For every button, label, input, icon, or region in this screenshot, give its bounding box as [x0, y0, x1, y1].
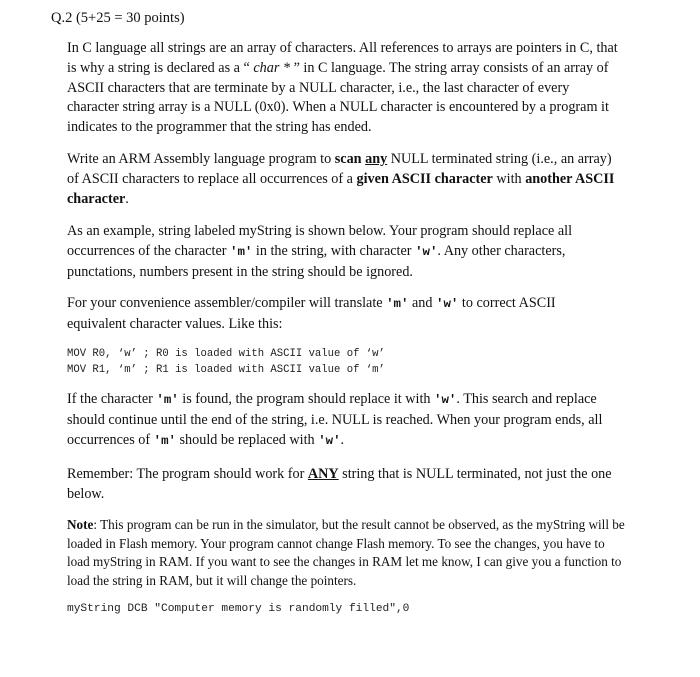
convenience-line-1-text-c: and [408, 295, 437, 311]
example-line-2-text-c: in the string, with character [252, 242, 416, 259]
char-m-code: 'm' [386, 297, 409, 311]
replace-line-1-text-c: is found, the program should replace it with [178, 391, 435, 407]
code-line-1: MOV R0, ‘w’ ; R0 is loaded with ASCII value of ‘w’ [67, 348, 385, 360]
task-line-2-text-c: with [492, 170, 526, 187]
intro-line-1: In C language all strings are an array of characters. All references to arrays are pointers in C, that [67, 40, 618, 56]
convenience-paragraph [67, 294, 647, 335]
intro-line-2 [67, 59, 647, 79]
code-line-2: MOV R1, ‘m’ ; R1 is loaded with ASCII value of ‘m’ [67, 364, 385, 376]
task-line-1-text-a: Write an ARM Assembly language program to [67, 151, 335, 167]
intro-line-3: ASCII characters that are terminate by a NULL character, i.e., the last character of every [67, 79, 570, 96]
note-line-1-text: : This program can be run in the simulator, but the result cannot be observed, as the myString will be [93, 517, 625, 532]
replace-line-3-period: . [340, 431, 345, 448]
task-line-3-period: . [125, 190, 129, 207]
intro-line-5: indicates to the programmer that the string has ended. [67, 119, 372, 136]
any-emphasis: ANY [307, 466, 339, 482]
replace-line-1-text-a: If the character [67, 391, 157, 407]
note-line-4: load the string in RAM, but it will change the pointers. [67, 572, 357, 588]
task-line-2 [67, 170, 647, 190]
intro-line-2-text-c: ” in C language. The string array consists of an array of [290, 59, 609, 76]
example-paragraph [67, 222, 647, 282]
task-line-1-text-e: NULL terminated string (i.e., an array) [387, 151, 612, 167]
task-paragraph [67, 150, 647, 209]
convenience-line-1-text-e: to correct ASCII [458, 295, 556, 311]
convenience-line-1 [67, 294, 647, 315]
mystring-definition: myString DCB "Computer memory is randomly filled",0 [67, 603, 410, 615]
char-w-code: 'w' [318, 433, 341, 448]
example-line-2-text-a: occurrences of the character [67, 242, 231, 259]
character-term: character [67, 190, 126, 207]
char-pointer-term: char * [253, 59, 291, 76]
replace-line-3 [67, 431, 647, 452]
replace-line-1 [67, 390, 647, 411]
example-line-2-text-e: . Any other characters, [437, 242, 566, 259]
char-m-code: 'm' [230, 244, 253, 259]
note-line-1 [67, 516, 653, 535]
remember-paragraph [67, 465, 647, 505]
note-label: Note [67, 517, 94, 532]
replace-line-1-text-e: . This search and replace [456, 391, 597, 407]
remember-line-2: below. [67, 485, 105, 502]
example-line-2 [67, 242, 647, 263]
any-term: any [365, 151, 388, 167]
replace-line-2: should continue until the end of the string, i.e. NULL is reached. When your program ends, all [67, 411, 603, 428]
remember-line-1-text-c: string that is NULL terminated, not just the one [338, 466, 612, 482]
char-m-code: 'm' [156, 393, 179, 407]
char-w-code: 'w' [436, 297, 459, 311]
question-heading: Q.2 (5+25 = 30 points) [51, 10, 185, 26]
another-ascii-term: another ASCII [525, 170, 615, 187]
given-ascii-term: given ASCII character [356, 170, 493, 187]
remember-line-1-text-a: Remember: The program should work for [67, 466, 308, 482]
char-w-code: 'w' [415, 244, 438, 259]
remember-line-1 [67, 465, 647, 485]
task-line-1 [67, 150, 647, 170]
example-line-3: punctations, numbers present in the string should be ignored. [67, 263, 413, 280]
mov-code-block [67, 346, 385, 378]
note-line-2: loaded in Flash memory. Your program cannot change Flash memory. To see the changes, you have to [67, 535, 605, 551]
task-line-2-text-a: of ASCII characters to replace all occurrences of a [67, 170, 357, 187]
char-m-code: 'm' [153, 433, 176, 448]
note-line-3: load myString in RAM. If you want to see the changes in RAM let me know, I can give you a function to [67, 554, 622, 569]
convenience-line-1-text-a: For your convenience assembler/compiler will translate [67, 295, 387, 311]
note-paragraph [67, 516, 653, 590]
replace-paragraph [67, 390, 647, 451]
replace-line-3-text-a: occurrences of [67, 431, 154, 448]
convenience-line-2: equivalent character values. Like this: [67, 315, 283, 332]
scan-term: scan [334, 151, 362, 167]
example-line-1: As an example, string labeled myString is shown below. Your program should replace all [67, 223, 573, 239]
replace-line-3-text-c: should be replaced with [175, 431, 319, 448]
intro-line-2-text-a: is why a string is declared as a “ [67, 59, 254, 76]
intro-line-4: character string array is a NULL (0x0). When a NULL character is encountered by a program it [67, 99, 609, 116]
task-line-3 [67, 190, 647, 210]
intro-paragraph [67, 39, 647, 138]
char-w-code: 'w' [434, 393, 457, 407]
